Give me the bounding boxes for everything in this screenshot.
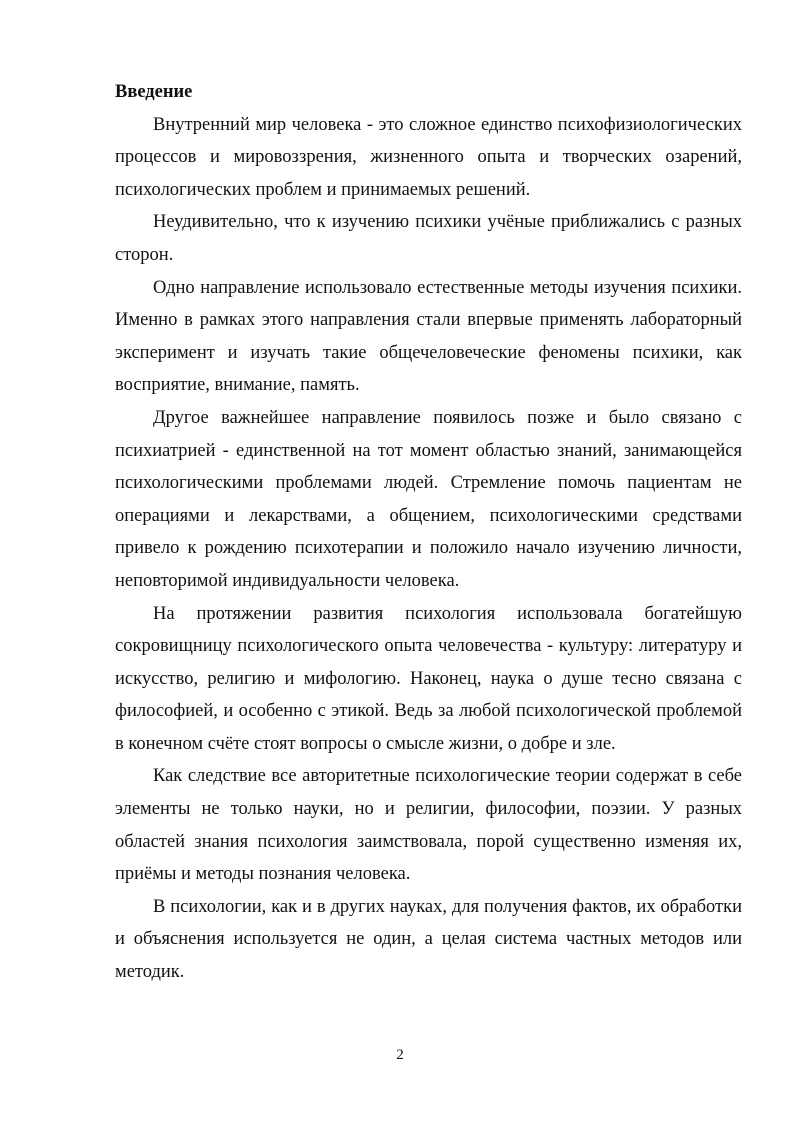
- page-number: 2: [396, 1047, 404, 1063]
- paragraph-3: Одно направление использовало естественные методы изучения психики. Именно в рамках этого направления стали впервые применять лабораторный эксперимент и изучать такие общечеловеческие феномены психики, как восприятие, внимание, память.: [115, 277, 742, 396]
- paragraph-5: На протяжении развития психология использовала богатейшую сокровищницу психологического опыта человечества - культуру: литературу и искусство, религию и мифологию. Наконец, наука о душе тесно связана с философией, и особенно с этикой. Ведь за любой психологической проблемой в конечном счёте стоят вопросы о смысле жизни, о добре и зле.: [115, 603, 742, 754]
- section-heading: Введение: [115, 82, 193, 102]
- paragraph-7: В психологии, как и в других науках, для получения фактов, их обработки и объяснения используется не один, а целая система частных методов или методик.: [115, 896, 742, 983]
- paragraph-1: Внутренний мир человека - это сложное единство психофизиологических процессов и мировоззрения, жизненного опыта и творческих озарений, психологических проблем и принимаемых решений.: [115, 114, 742, 200]
- paragraph-6: Как следствие все авторитетные психологические теории содержат в себе элементы не только науки, но и религии, философии, поэзии. У разных областей знания психология заимствовала, порой существенно изменяя их, приёмы и методы познания человека.: [115, 766, 742, 885]
- paragraph-4: Другое важнейшее направление появилось позже и было связано с психиатрией - единственной на тот момент областью знаний, занимающейся психологическими проблемами людей. Стремление помочь пациентам не операциями и лекарствами, а общением, психологическими средствами привело к рождению психотерапии и положило начало изучению личности, неповторимой индивидуальности человека.: [115, 407, 742, 591]
- paragraph-2: Неудивительно, что к изучению психики учёные приближались с разных сторон.: [115, 212, 742, 265]
- document-body: [115, 76, 742, 989]
